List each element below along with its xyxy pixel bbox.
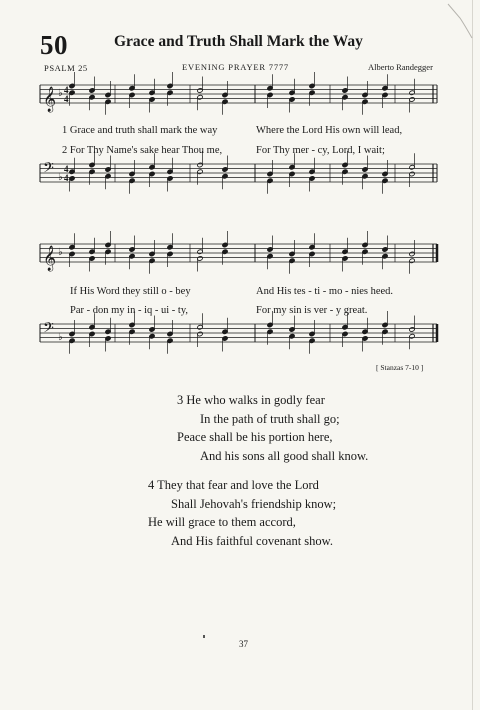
verse-1-lyric-line-2b: And His tes - ti - mo - nies heed. [256, 286, 394, 297]
verse-1-lyric-line-1a: 1 Grace and truth shall mark the way [62, 125, 218, 136]
verse-2-lyric-line-2a: Par - don my in - iq - ui - ty, [70, 305, 189, 316]
hymn-number: 50 [40, 30, 68, 60]
psalm-reference: PSALM 25 [44, 63, 88, 73]
stanza-line: 4 They that fear and love the Lord [148, 478, 319, 492]
treble-clef: 𝄞 [43, 87, 57, 112]
verse-1-lyric-line-2a: If His Word they still o - bey [70, 286, 191, 297]
print-speck [203, 635, 205, 638]
flat-key-signature: ♭ [58, 332, 63, 343]
stanza-4 [148, 476, 336, 550]
flat-key-signature: ♭ [58, 88, 63, 99]
flat-key-signature: ♭ [58, 247, 63, 258]
verse-2-lyric-line-1b: For Thy mer - cy, Lord, I wait; [256, 145, 385, 156]
stanza-line: And His faithful covenant show. [171, 533, 334, 548]
stanza-3 [177, 391, 368, 465]
bass-clef: 𝄢 [43, 320, 54, 340]
tune-name: EVENING PRAYER 7777 [182, 62, 289, 72]
stanzas-reference: [ Stanzas 7-10 ] [376, 363, 424, 372]
time-signature-bottom: 4 [64, 173, 69, 183]
verse-2-lyric-line-2b: For my sin is ver - y great. [256, 305, 368, 316]
page-number: 37 [239, 639, 248, 649]
verse-2-lyric-line-1a: 2 For Thy Name's sake hear Thou me, [62, 145, 223, 156]
stanza-line: Shall Jehovah's friendship know; [171, 496, 337, 511]
stanza-line: He will grace to them accord, [148, 515, 296, 529]
time-signature-top: 4 [64, 164, 69, 174]
time-signature-bottom: 4 [64, 94, 69, 104]
stanza-line: In the path of truth shall go; [200, 411, 340, 426]
stanza-line: And his sons all good shall know. [200, 448, 369, 463]
stanza-line: Peace shall be his portion here, [177, 430, 333, 444]
time-signature-top: 4 [64, 85, 69, 95]
treble-clef: 𝄞 [43, 246, 57, 271]
stanza-line: 3 He who walks in godly fear [177, 393, 325, 407]
bass-clef: 𝄢 [43, 160, 54, 180]
hymn-title: Grace and Truth Shall Mark the Way [114, 33, 363, 50]
composer-name: Alberto Randegger [368, 62, 433, 72]
flat-key-signature: ♭ [58, 172, 63, 183]
verse-1-lyric-line-1b: Where the Lord His own will lead, [256, 125, 403, 136]
